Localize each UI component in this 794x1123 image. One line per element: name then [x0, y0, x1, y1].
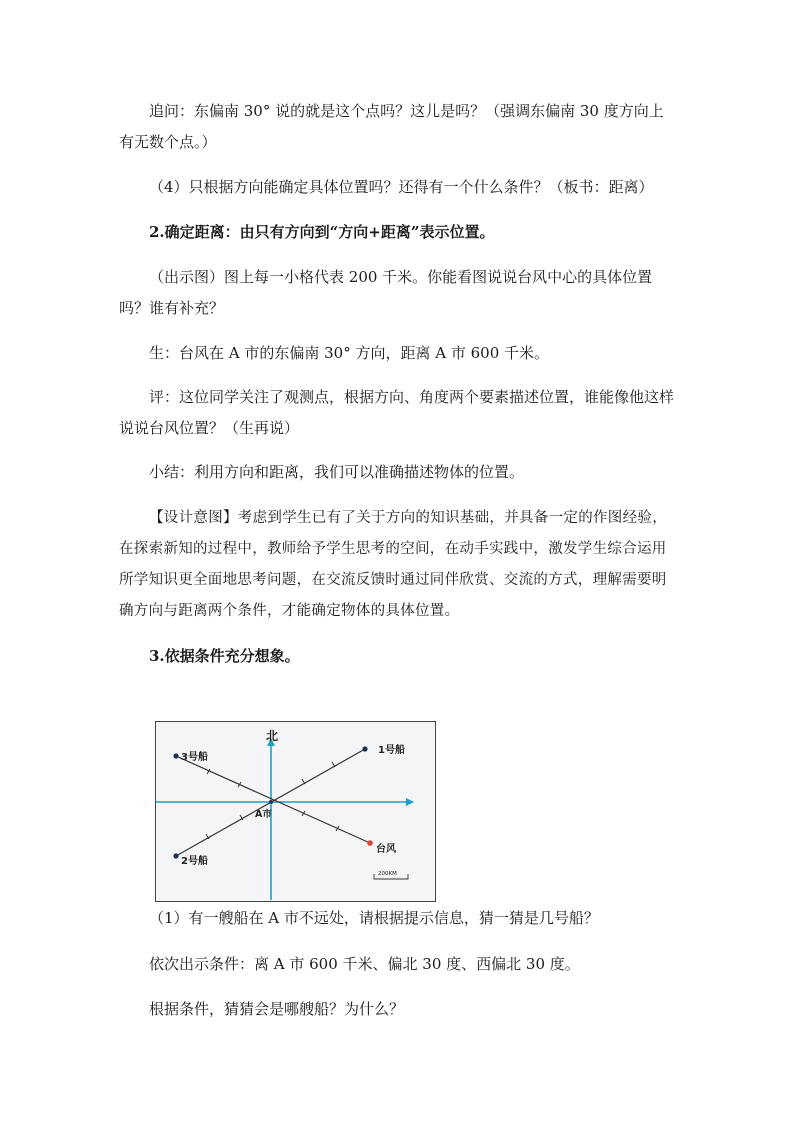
paragraph-followup-question: 追问：东偏南 30° 说的就是这个点吗？这儿是吗？（强调东偏南 30 度方向上有无数个点。）: [119, 102, 664, 151]
city-a-point: [269, 800, 273, 804]
paragraph-summary: 小结：利用方向和距离，我们可以准确描述物体的位置。: [149, 463, 525, 481]
typhoon-point: [367, 840, 373, 846]
paragraph-comment: 评：这位同学关注了观测点，根据方向、角度两个要素描述位置，谁能像他这样说说台风位置？（生再说）: [119, 388, 675, 437]
ship-3-label: 3号船: [181, 752, 208, 763]
north-label: 北: [266, 729, 279, 743]
paragraph-question-4: （4）只根据方向能确定具体位置吗？还得有一个什么条件？（板书：距离）: [149, 178, 654, 196]
paragraph-conditions: 依次出示条件：离 A 市 600 千米、偏北 30 度、西偏北 30 度。: [149, 955, 580, 973]
east-arrow-icon: [406, 798, 414, 806]
ship-1-point: [362, 746, 367, 751]
section-heading-2: 2.确定距离：由只有方向到“方向+距离”表示位置。: [149, 223, 495, 241]
section-heading-3: 3.依据条件充分想象。: [149, 647, 300, 665]
paragraph-question-1: （1）有一艘船在 A 市不远处，请根据提示信息，猜一猜是几号船？: [149, 909, 599, 927]
ship-1-label: 1号船: [378, 745, 405, 756]
ship-3-point: [173, 753, 178, 758]
direction-diagram: [156, 722, 435, 901]
ship-2-point: [173, 853, 178, 858]
city-a-label: A市: [255, 809, 272, 820]
paragraph-design-intent: 【设计意图】考虑到学生已有了关于方向的知识基础，并具备一定的作图经验，在探索新知的过程中，教师给予学生思考的空间，在动手实践中，激发学生综合运用所学知识更全面地思考问题，在交流反馈时通过同伴欣赏、交流的方式，理解需要明确方向与距离两个条件，才能确定物体的具体位置。: [119, 510, 667, 619]
paragraph-student-answer: 生：台风在 A 市的东偏南 30° 方向，距离 A 市 600 千米。: [149, 344, 550, 362]
scale-label: 200KM: [378, 871, 397, 877]
direction-figure: [155, 721, 436, 902]
typhoon-label: 台风: [376, 844, 396, 855]
paragraph-show-figure: （出示图）图上每一小格代表 200 千米。你能看图说说台风中心的具体位置吗？谁有补充？: [119, 268, 653, 317]
line-ship3-typhoon: [176, 756, 370, 843]
paragraph-guess: 根据条件，猜猜会是哪艘船？为什么？: [149, 1000, 405, 1018]
ship-2-label: 2号船: [181, 856, 208, 867]
